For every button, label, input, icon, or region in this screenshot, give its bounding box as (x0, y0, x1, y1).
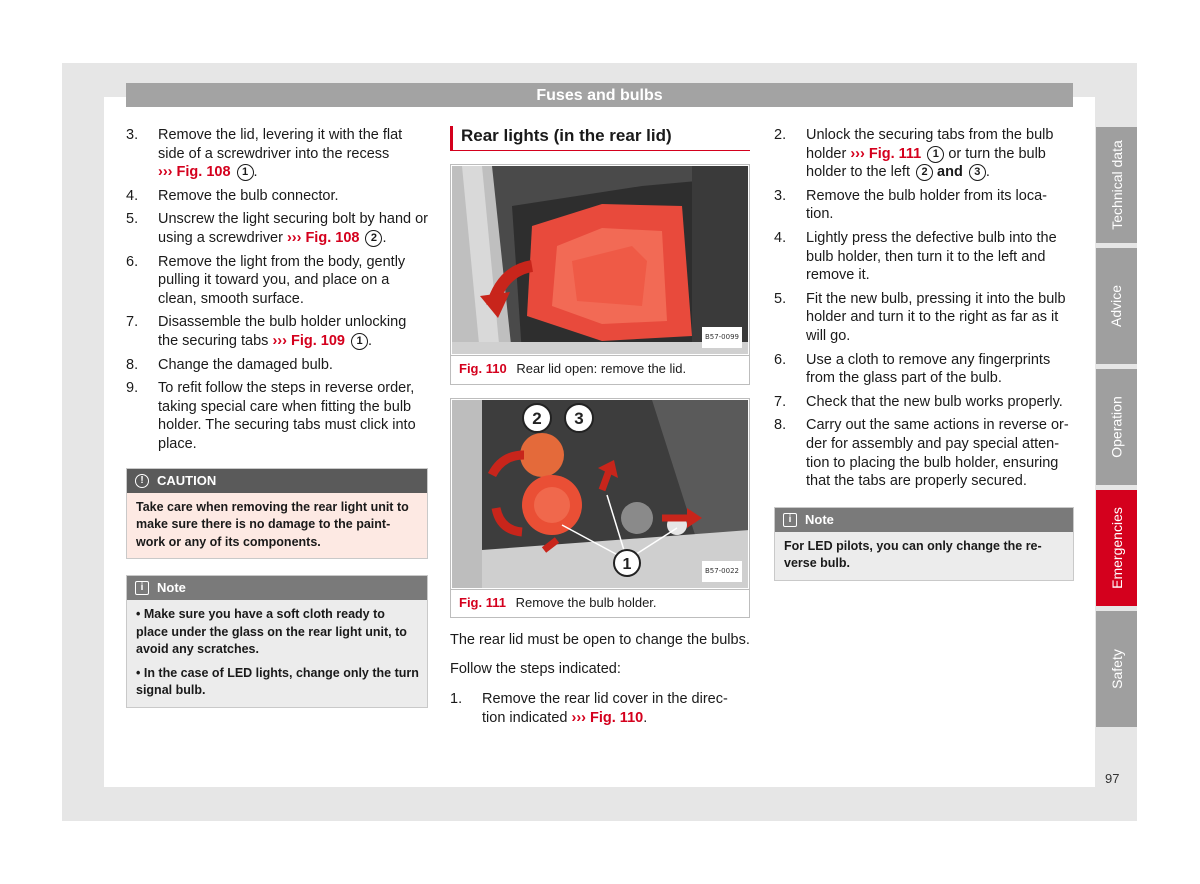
right-column (774, 126, 1074, 581)
step-text (158, 379, 428, 453)
list-item (774, 416, 1074, 490)
step-text-part: Unscrew the light securing bolt by hand or using a screwdriver (158, 211, 429, 246)
figure-caption (451, 355, 749, 384)
list-item (126, 187, 428, 206)
tab-label: Technical data (1108, 140, 1125, 230)
note-box-right (774, 507, 1074, 581)
step-text (806, 187, 1074, 224)
step-text (806, 393, 1074, 412)
list-item (774, 229, 1074, 285)
figure-link[interactable]: ››› Fig. 111 (850, 145, 922, 162)
list-item (774, 126, 1074, 182)
step-text-part: Check that the new bulb works properly. (806, 393, 1063, 410)
tab-advice[interactable] (1096, 248, 1137, 364)
note-label: Note (157, 580, 186, 595)
caution-box (126, 468, 428, 560)
figure-link[interactable]: ››› Fig. 108 (286, 229, 360, 246)
tab-label: Advice (1108, 284, 1125, 328)
callout-number: 3 (969, 164, 986, 181)
step-number: 9. (126, 380, 139, 397)
callout-3: 3 (574, 408, 584, 428)
step-number: 3. (774, 187, 787, 204)
list-item (126, 253, 428, 309)
note-header (127, 576, 427, 600)
step-text (158, 313, 428, 350)
note-box-left (126, 575, 428, 708)
step-text-part: . (985, 164, 990, 181)
list-item (126, 313, 428, 350)
tab-safety[interactable] (1096, 611, 1137, 727)
instruction-paragraph: Follow the steps indicated: (450, 660, 621, 677)
right-steps-list (774, 126, 1074, 491)
callout-number: 1 (237, 164, 254, 181)
list-item (126, 210, 428, 247)
step-text-part: Use a cloth to remove any fingerprints from the glass part of the bulb. (806, 351, 1051, 387)
tab-emergencies[interactable] (1096, 490, 1137, 606)
info-icon: i (135, 581, 149, 595)
exclamation-icon: ! (135, 474, 149, 488)
callout-number: 2 (365, 230, 382, 247)
step-text-part: Remove the bulb holder from its loca-tion. (806, 187, 1047, 223)
caution-header (127, 469, 427, 493)
note-item: • In the case of LED lights, change only the turn signal bulb. (136, 665, 419, 697)
intro-paragraph: The rear lid must be open to change the bulbs. (450, 632, 750, 649)
step-text (806, 290, 1074, 346)
step-number: 6. (126, 253, 139, 270)
step-text-part: Carry out the same actions in reverse or-der for assembly and pay special atten-tion to placing the bulb holder, ensuring that the tabs are properly secured. (806, 417, 1069, 490)
callout-2: 2 (532, 408, 542, 428)
step-text-part: Remove the bulb connector. (158, 187, 339, 204)
figure-110 (450, 164, 750, 385)
list-item (774, 290, 1074, 346)
step-number: 6. (774, 351, 787, 368)
step-text-part: Unlock the securing tabs from the bulb holder (806, 127, 1054, 162)
step-text-part: Remove the light from the body, gently pulling it toward you, and place on a clean, smooth surface. (158, 253, 406, 307)
figure-code: B57-0099 (702, 327, 742, 348)
step-text-part: Disassemble the bulb holder unlocking the securing tabs (158, 314, 407, 349)
step-number: 5. (774, 290, 787, 307)
note-body: For LED pilots, you can only change the re-verse bulb. (775, 532, 1073, 580)
step-text-part: and (933, 164, 967, 181)
note-item: • Make sure you have a soft cloth ready to place under the glass on the rear light unit, to avoid any scratches. (136, 607, 407, 656)
figure-code: B57-0022 (702, 561, 742, 582)
figure-caption (451, 589, 749, 618)
middle-column (450, 126, 750, 733)
tab-operation[interactable] (1096, 369, 1137, 485)
figure-number: Fig. 111 (459, 594, 506, 610)
step-text-part: . (382, 229, 387, 246)
section-title: Rear lights (in the rear lid) (450, 126, 750, 151)
step-number: 5. (126, 211, 139, 228)
list-item (450, 690, 750, 727)
step-text-part: . (643, 709, 648, 726)
step-number: 4. (774, 229, 787, 246)
list-item (774, 351, 1074, 388)
middle-steps-list (450, 690, 750, 727)
figure-number: Fig. 110 (459, 361, 507, 376)
rear-lid-image (452, 166, 748, 354)
step-text (158, 126, 428, 182)
figure-link[interactable]: ››› Fig. 108 (158, 164, 231, 181)
left-steps-list (126, 126, 428, 454)
chapter-header: Fuses and bulbs (126, 83, 1073, 107)
step-text (158, 187, 428, 206)
step-number: 2. (774, 127, 787, 143)
note-body (127, 600, 427, 707)
callout-number: 1 (927, 146, 944, 163)
step-text-part: Lightly press the defective bulb into the bulb holder, then turn it to the left and remove it. (806, 229, 1057, 284)
list-item (126, 379, 428, 453)
step-text (482, 690, 750, 727)
note-label: Note (805, 511, 834, 527)
step-text (806, 126, 1074, 182)
step-text-part: Fit the new bulb, pressing it into the bulb holder and turn it to the right as far as it will go. (806, 290, 1066, 344)
step-text-part: . (368, 332, 373, 349)
step-number: 8. (774, 417, 787, 434)
caution-text: Take care when removing the rear light unit to make sure there is no damage to the paint-work or any of its components. (127, 493, 427, 559)
step-text-part: Change the damaged bulb. (158, 356, 333, 373)
figure-111 (450, 398, 750, 619)
callout-number: 1 (351, 333, 368, 350)
caution-label: CAUTION (157, 472, 217, 488)
figure-caption-text: Rear lid open: remove the lid. (516, 361, 687, 376)
rear-lid-illustration (452, 166, 748, 354)
step-text (806, 229, 1074, 285)
step-number: 1. (450, 691, 463, 708)
step-number: 4. (126, 187, 139, 204)
note-header (775, 508, 1073, 532)
step-text (158, 356, 428, 375)
step-number: 3. (126, 127, 139, 143)
info-icon: i (783, 513, 797, 527)
tab-label: Operation (1108, 396, 1125, 458)
step-text (158, 253, 428, 309)
figure-link[interactable]: ››› Fig. 109 (272, 332, 345, 349)
bulb-holder-illustration (452, 400, 748, 588)
step-text-part: To refit follow the steps in reverse order, taking special care when fitting the bulb holder. The securing tabs must click into place. (158, 380, 416, 452)
callout-1: 1 (622, 555, 632, 573)
step-text-part: or turn the bulb holder to the left (806, 145, 1046, 181)
bulb-holder-image (452, 400, 748, 588)
callout-number: 2 (916, 164, 933, 181)
step-text (806, 351, 1074, 388)
step-number: 7. (774, 393, 787, 410)
figure-link[interactable]: ››› Fig. 110 (571, 709, 644, 726)
tab-technical-data[interactable] (1096, 127, 1137, 243)
list-item (126, 356, 428, 375)
step-text (158, 210, 428, 247)
step-number: 8. (126, 356, 139, 373)
list-item (126, 126, 428, 182)
step-text-part: Remove the rear lid cover in the direc-tion indicated (482, 691, 728, 726)
step-number: 7. (126, 314, 139, 331)
step-text-part: Remove the lid, levering it with the flat side of a screwdriver into the recess (158, 127, 403, 162)
step-text-part: . (253, 164, 258, 181)
figure-caption-text: Remove the bulb holder. (515, 594, 657, 610)
left-column (126, 126, 428, 708)
tab-label: Safety (1108, 649, 1125, 689)
tab-label: Emergencies (1108, 507, 1125, 589)
list-item (774, 393, 1074, 412)
page-number: 97 (1105, 771, 1120, 786)
step-text (806, 416, 1074, 490)
list-item (774, 187, 1074, 224)
